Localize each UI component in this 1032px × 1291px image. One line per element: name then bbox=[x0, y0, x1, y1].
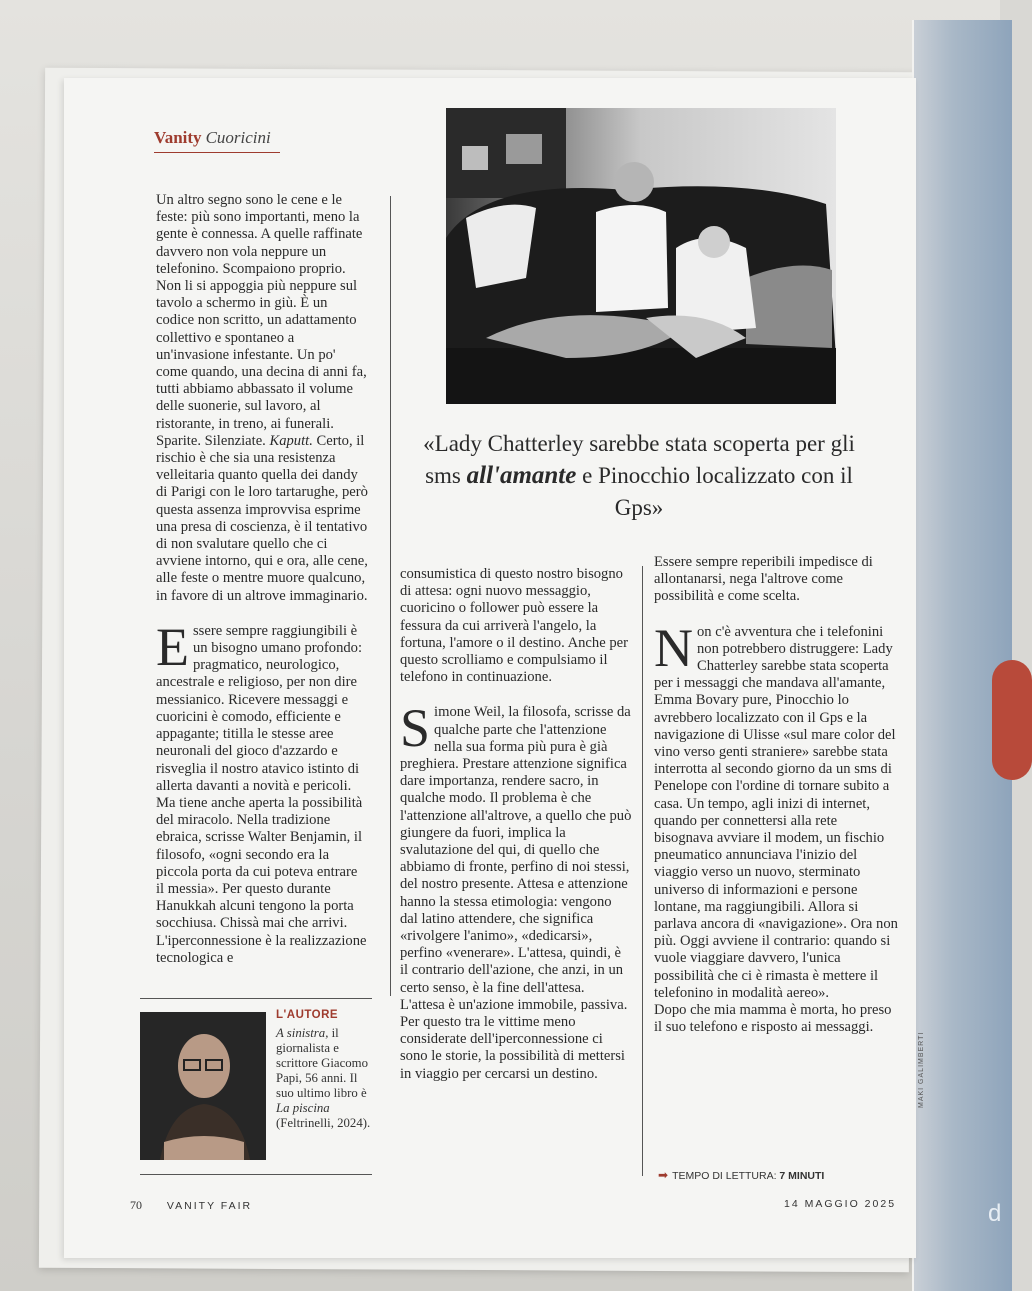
paragraph: Essere sempre raggiungibili è un bisogno umano profondo: pragmatico, neurologico, ancestrale e religioso, per non dire messianico. Ricevere messaggi e cuoricini è comodo, efficiente e appagante; titilla le stesse aree neuronali del gioco d'azzardo e risveglia il nostro atavico istinto di allerta davanti a novità e pericoli. Ma tiene anche aperta la possibilità del miracolo. Nella tradizione ebraica, scrisse Walter Benjamin, il filosofo, «ogni secondo era la piccola porta da cui poteva entrare il messia». Per questo durante Hanukkah alcuni tengono la porta socchiusa. Chissà mai che arrivi. L'iperconnessione è la realizzazione tecnologica e bbox=[156, 616, 367, 966]
paragraph: Simone Weil, la filosofa, scrisse da qualche parte che l'attenzione nella sua forma più pura è già preghiera. Prestare attenzione significa dare importanza, rendere sacro, in qualche modo. Il problema è che l'attenzione all'altrove, a quello che può giungere da fuori, implica la svalutazione del qui, di quello che abbiamo di fronte, perfino di noi stessi, del nostro presente. Attesa e attenzione hanno la stessa etimologia: vengono dal latino attendere, che significa «rivolgere l'animo», «dedicarsi», perfino «venerare». L'attesa, quindi, è il contrario dell'azione, che anzi, in un certo senso, è la fine dell'attesa. L'attesa è un'azione immobile, passiva. Per questo tra le vittime meno considerate dell'iperconnessione ci sono le storie, la possibilità di mettersi in viaggio per cercarsi un destino. bbox=[400, 698, 632, 1082]
drop-cap: N bbox=[654, 617, 693, 678]
paragraph: consumistica di questo nostro bisogno di attesa: ogni nuovo messaggio, cuoricino o follower può essere la fessura da cui arriverà l'angelo, la fortuna, l'amore o il destino. Anche per questo scrolliamo e compulsiamo il telefono in continuazione. bbox=[400, 566, 628, 686]
photo-credit: MAKI GALIMBERTI bbox=[918, 1031, 925, 1108]
author-rule bbox=[140, 998, 372, 999]
author-portrait bbox=[140, 1012, 266, 1160]
section-header bbox=[154, 128, 271, 148]
issue-date: 14 MAGGIO 2025 bbox=[784, 1198, 897, 1210]
author-rule bbox=[140, 1174, 372, 1175]
author-label: L'AUTORE bbox=[276, 1009, 339, 1021]
pull-quote: «Lady Chatterley sarebbe stata scoperta per gli sms all'amante e Pinocchio localizzato con il Gps» bbox=[423, 431, 855, 520]
article-photo bbox=[446, 108, 836, 404]
reading-time: ➡ TEMPO DI LETTURA: 7 MINUTI bbox=[658, 1168, 825, 1182]
magazine-name: VANITY FAIR bbox=[166, 1200, 253, 1212]
facing-page-image bbox=[992, 660, 1032, 780]
brand-label: Vanity bbox=[154, 128, 202, 147]
author-box: L'AUTORE A sinistra, il giornalista e scrittore Giacomo Papi, 56 anni. Il suo ultimo libro è La piscina (Feltrinelli, 2024). bbox=[276, 1008, 374, 1131]
magazine-page bbox=[64, 78, 925, 1258]
author-photo bbox=[140, 1012, 266, 1160]
pull-quote-emphasis: all'amante bbox=[466, 462, 577, 489]
drop-cap: S bbox=[400, 698, 431, 759]
arrow-icon: ➡ bbox=[658, 1168, 669, 1182]
drop-cap: E bbox=[156, 616, 189, 677]
footer-left bbox=[130, 1198, 252, 1213]
page-number: 70 bbox=[130, 1198, 142, 1212]
column-3 bbox=[654, 554, 898, 1036]
paragraph: Un altro segno sono le cene e le feste: più sono importanti, meno la gente è connessa. A quelle raffinate davvero non vola neppure un telefonino. Scompaiono proprio. Non li si appoggia più neppure sul tavolo a schermo in giù. È un codice non scritto, un adattamento collettivo e spontaneo a un'invasione infestante. Un po' come quando, una decina di anni fa, tutti abbiamo abbassato il volume delle suonerie, sul lavoro, al ristorante, in treno, ai funerali. Sparite. Silenziate. Kaputt. Certo, il rischio è che sia una resistenza velleitaria quanto quella dei dandy di Parigi con le loro tartarughe, però questa assenza improvvisa esprime una presa di coscienza, è il tentativo di non svalutare quello che ci avviene intorno, qui e ora, alle cene, alle feste o mentre muore qualcuno, in favore di un altrove immaginario. bbox=[156, 192, 368, 604]
paragraph: Non c'è avventura che i telefonini non potrebbero distruggere: Lady Chatterley sarebbe stata scoperta per i messaggi che mandava all'amante, Emma Bovary pure, Pinocchio lo avrebbero localizzato con il Gps e la navigazione di Ulisse «sul mare color del vino verso genti straniere» sarebbe stata interrotta al secondo giorno da un sms di Penelope con l'ordine di tornare subito a casa. Un tempo, agli inizi di internet, quando per connettersi alla rete bisognava avviare il modem, un fischio pneumatico annunciava l'inizio del viaggio verso un nuovo, sterminato universo di informazioni e persone lontane, ma raggiungibili. Allora si parlava ancora di «navigazione». Ora non più. Oggi avviene il contrario: quando si vuole viaggiare davvero, l'unica possibilità che ci è rimasta è mettere il telefonino in modalità aereo». bbox=[654, 617, 898, 1001]
header-rule bbox=[154, 152, 280, 153]
paragraph: Dopo che mia mamma è morta, ho preso il suo telefono e risposto ai messaggi. bbox=[654, 1002, 892, 1036]
mother-daughter-photo bbox=[446, 108, 836, 404]
paragraph: Essere sempre reperibili impedisce di allontanarsi, nega l'altrove come possibilità e come scelta. bbox=[654, 554, 873, 605]
facing-page-letter: d bbox=[988, 1200, 1002, 1227]
column-2 bbox=[400, 566, 632, 1083]
column-divider bbox=[390, 196, 391, 996]
column-divider bbox=[642, 566, 643, 1176]
column-1 bbox=[156, 192, 368, 967]
section-label: Cuoricini bbox=[205, 128, 271, 147]
facing-page bbox=[912, 20, 1012, 1291]
